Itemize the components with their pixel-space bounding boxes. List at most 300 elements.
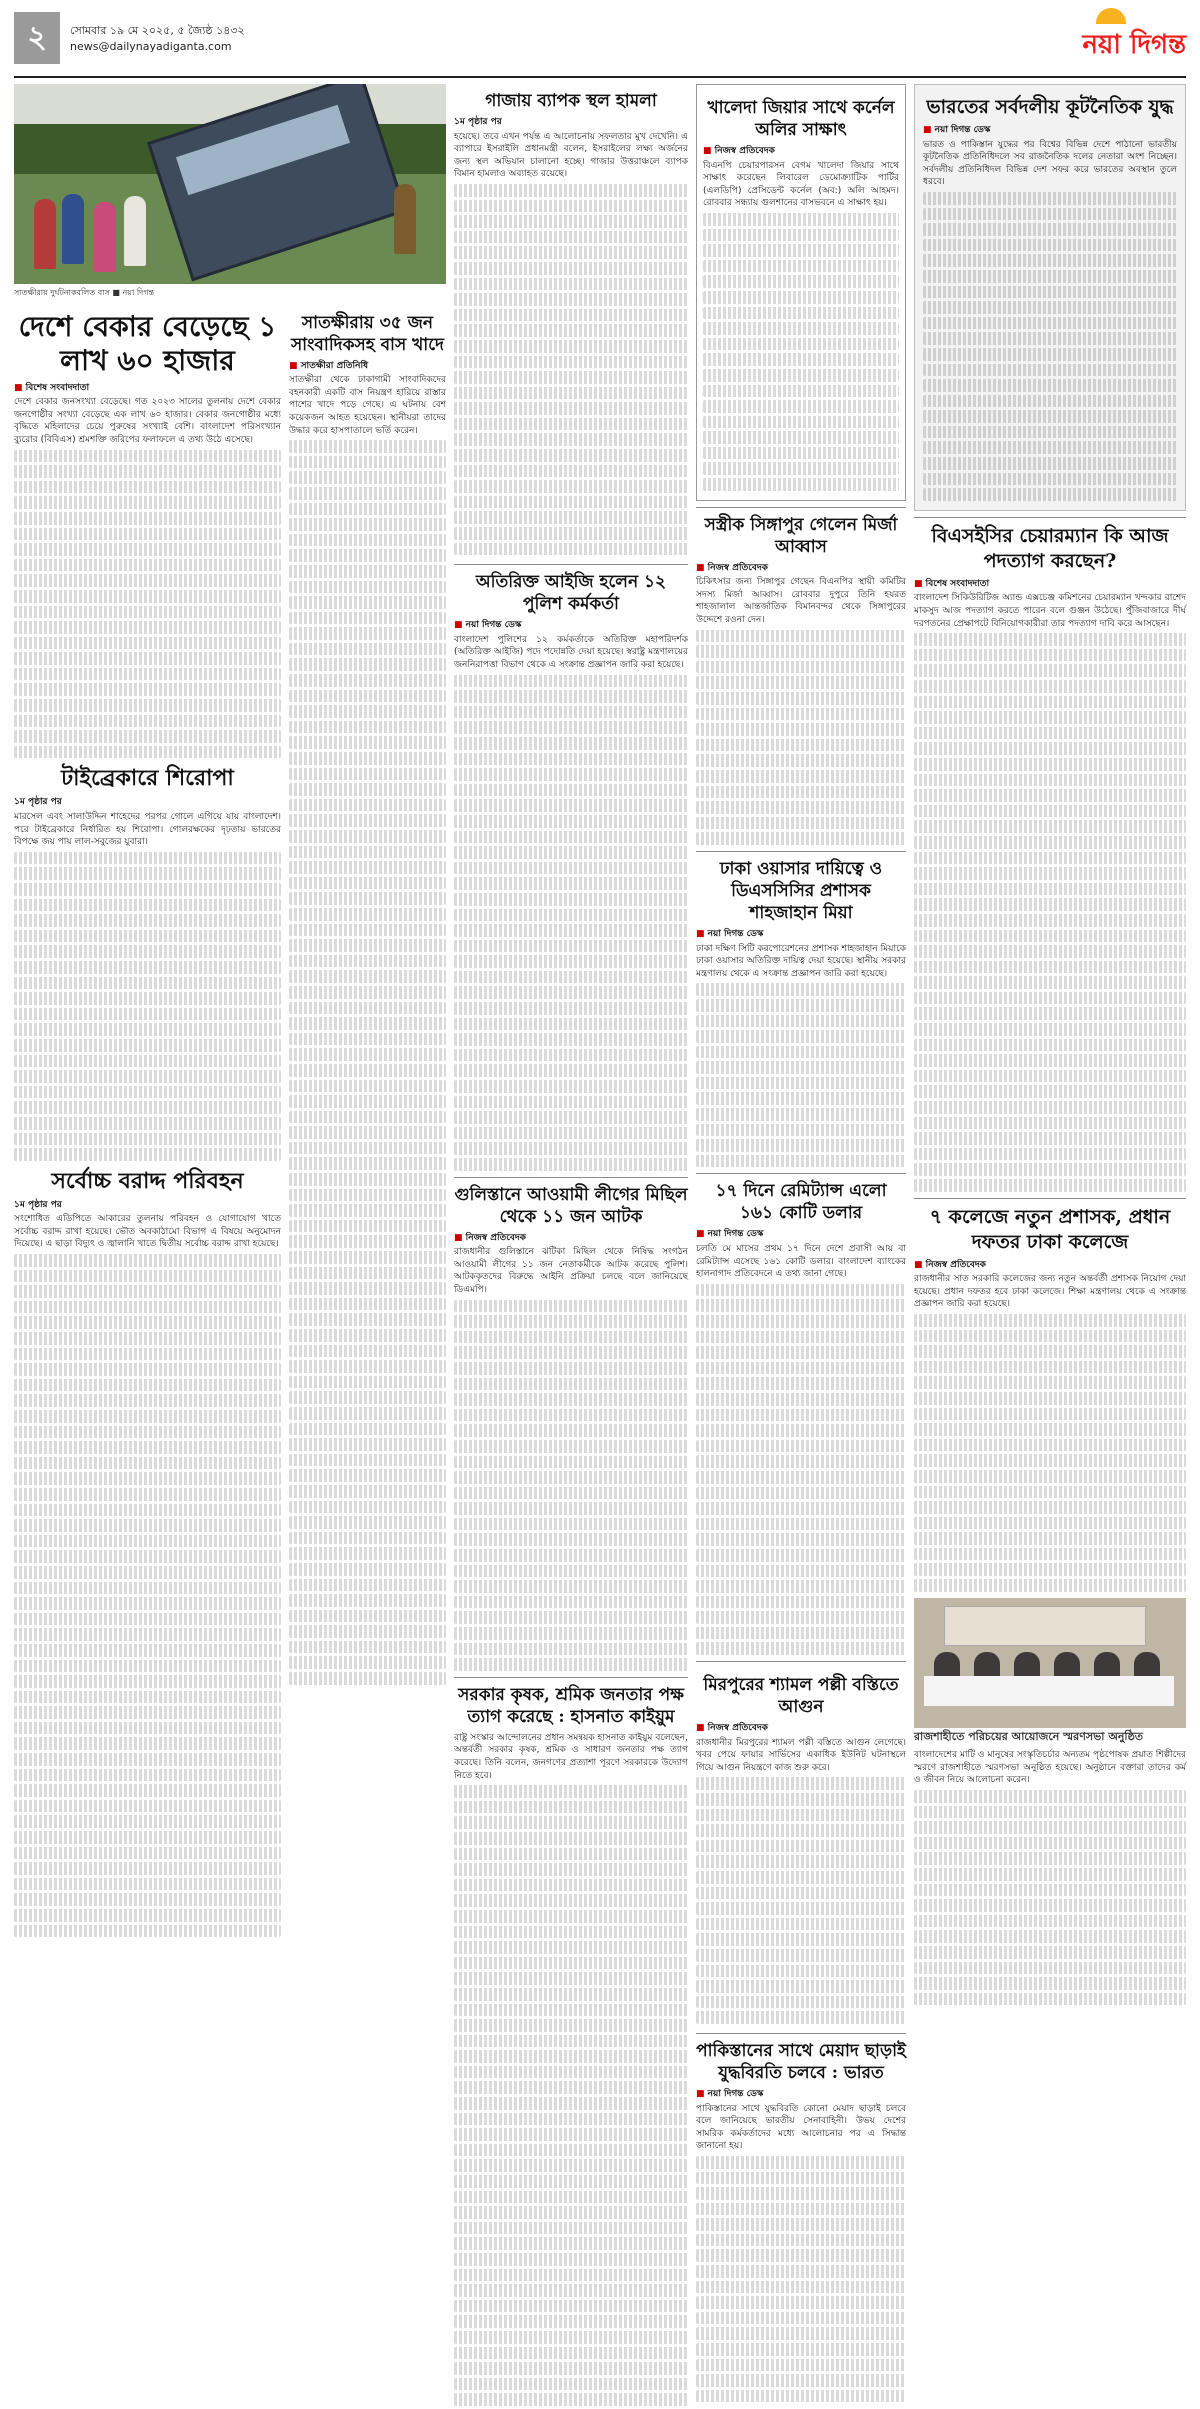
- text-line: [454, 1018, 688, 1031]
- page-date: সোমবার ১৯ মে ২০২৫, ৫ জ্যৈষ্ঠ ১৪৩২: [70, 24, 245, 37]
- text-line: [289, 456, 446, 469]
- text-line: [454, 1785, 688, 1798]
- text-line: [289, 1095, 446, 1108]
- rajshahi-event-photo: [914, 1598, 1186, 1728]
- text-line: [696, 1393, 906, 1406]
- text-line: [14, 1784, 281, 1797]
- text-line: [696, 1933, 906, 1946]
- text-line: [703, 275, 899, 288]
- text-line: [289, 690, 446, 703]
- text-line: [696, 1092, 906, 1105]
- text-line: [454, 184, 688, 197]
- text-line: [703, 447, 899, 460]
- text-line: [14, 1363, 281, 1376]
- text-line: [696, 1793, 906, 1806]
- text-line: [289, 1376, 446, 1389]
- text-line: [696, 1502, 906, 1515]
- text-line: [454, 1941, 688, 1954]
- text-line: [454, 1362, 688, 1375]
- govt-headline[interactable]: সরকার কৃষক, শ্রমিক জনতার পক্ষ ত্যাগ করেছে : হাসনাত কাইয়ুম: [458, 1684, 684, 1727]
- text-line: [289, 830, 446, 843]
- text-line: [454, 433, 688, 446]
- text-line: [14, 543, 281, 556]
- satkhira-byline: ■ সাতক্ষীরা প্রতিনিধি: [288, 360, 369, 371]
- text-line: [696, 1046, 906, 1059]
- text-line: [914, 836, 1186, 849]
- page-number: ২: [14, 12, 60, 64]
- text-line: [289, 518, 446, 531]
- text-line: [289, 1656, 446, 1669]
- text-line: [14, 1847, 281, 1860]
- text-line: [454, 1033, 688, 1046]
- text-line: [14, 450, 281, 463]
- text-line: [14, 1348, 281, 1361]
- gaza-byline: ১ম পৃষ্ঠার পর: [454, 117, 502, 127]
- rajshahi-body: বাংলাদেশের মাটি ও মানুষের সংস্কৃতিচর্চার অন্যতম পৃষ্ঠপোষক প্রয়াত শিল্পীদের স্মরণে রাজশাহীতে স্মরণসভা অনুষ্ঠিত হয়েছে। অনুষ্ঠানে বক্তারা তাদের কর্ম ও জীবন নিয়ে আলোচনা করেন।: [914, 1750, 1186, 1786]
- column-4: [914, 84, 1186, 2008]
- text-line: [289, 627, 446, 640]
- text-line: [289, 1298, 446, 1311]
- text-line: [914, 758, 1186, 771]
- text-line: [14, 652, 281, 665]
- text-line: [14, 1426, 281, 1439]
- section-divider: [696, 851, 906, 852]
- section-divider: [696, 507, 906, 508]
- text-line: [454, 1142, 688, 1155]
- text-line: [14, 1550, 281, 1563]
- section-divider: [696, 1173, 906, 1174]
- text-line: [914, 883, 1186, 896]
- text-line: [454, 1331, 688, 1344]
- text-line: [696, 1362, 906, 1375]
- text-line: [914, 742, 1186, 755]
- text-line: [14, 621, 281, 634]
- gaza-body: হয়েছে। তবে এখন পর্যন্ত এ আলোচনায় সফলতার মুখ দেখেনি। এ ব্যাপারে ইসরাইলি প্রধানমন্ত্রী বলেন, ইসরাইলের লক্ষ্য অর্জনের জন্য স্থল অভিযান চালানো হচ্ছে। গাজার উত্তরাঞ্চলে ব্যাপক বিমান হামলাও অব্যাহত রয়েছে।: [454, 131, 688, 180]
- pakistan-byline: ■ নয়া দিগন্ত ডেস্ক: [696, 2088, 764, 2099]
- text-line: [14, 590, 281, 603]
- text-line: [454, 2159, 688, 2172]
- text-line: [914, 1117, 1186, 1130]
- text-line: [696, 1980, 906, 1993]
- police-headline[interactable]: অতিরিক্ত আইজি হলেন ১২ পুলিশ কর্মকর্তা: [475, 572, 667, 615]
- text-line: [454, 1848, 688, 1861]
- text-line: [454, 2035, 688, 2048]
- text-line: [454, 1409, 688, 1422]
- khaleda-box: [696, 84, 906, 501]
- khaleda-headline[interactable]: খালেদা জিয়ার সাথে কর্নেল অলির সাক্ষাৎ: [707, 98, 895, 140]
- text-line: [14, 1660, 281, 1673]
- text-line: [454, 2081, 688, 2094]
- text-line: [696, 770, 906, 783]
- text-line: [696, 2374, 906, 2387]
- text-line: [289, 487, 446, 500]
- text-line: [454, 449, 688, 462]
- page-email[interactable]: news@dailynayadiganta.com: [70, 40, 232, 53]
- text-line: [923, 286, 1177, 299]
- tiebreaker-headline[interactable]: টাইব্রেকারে শিরোপা: [61, 765, 234, 792]
- text-line: [289, 674, 446, 687]
- section-divider: [454, 1677, 688, 1678]
- text-line: [289, 1189, 446, 1202]
- text-line: [289, 768, 446, 781]
- text-line: [289, 1204, 446, 1217]
- text-line: [696, 1596, 906, 1609]
- text-line: [454, 2004, 688, 2017]
- text-line: [454, 1580, 688, 1593]
- text-line: [914, 1163, 1186, 1176]
- text-line: [454, 2393, 688, 2406]
- text-line: [914, 1423, 1186, 1436]
- text-line: [923, 379, 1177, 392]
- text-line: [923, 239, 1177, 252]
- text-line: [923, 426, 1177, 439]
- text-line: [923, 332, 1177, 345]
- unemployment-body: দেশে বেকার জনসংখ্যা বেড়েছে। গত ২০২৩ সালের তুলনায় দেশে বেকার জনগোষ্ঠীর সংখ্যা বেড়েছে এক লাখ ৬০ হাজার। বেকার জনগোষ্ঠীর মধ্যে বৃদ্ধিতে মহিলাদের চেয়ে পুরুষের সংখ্যাই বেশি। বাংলাদেশ পরিসংখ্যান ব্যুরোর (বিবিএস) শ্রমশক্তি জরিপের ফলাফলে এ তথ্য উঠে এসেছে।: [14, 397, 281, 445]
- text-line: [914, 1977, 1186, 1990]
- wasa-headline[interactable]: ঢাকা ওয়াসার দায়িত্বে ও ডিএসসিসির প্রশাসক শাহজাহান মিয়া: [719, 858, 883, 923]
- text-line: [289, 1594, 446, 1607]
- text-line: [14, 1644, 281, 1657]
- bus-accident-photo: [14, 84, 446, 284]
- text-line: [914, 1946, 1186, 1959]
- gaza-headline[interactable]: গাজায় ব্যাপক স্থল হামলা: [485, 91, 657, 111]
- text-line: [454, 2128, 688, 2141]
- text-line: [923, 208, 1177, 221]
- text-line: [14, 1441, 281, 1454]
- text-line: [696, 630, 906, 643]
- text-line: [289, 1173, 446, 1186]
- text-line: [14, 883, 281, 896]
- newspaper-logo[interactable]: নয়া দিগন্ত: [1082, 30, 1186, 60]
- text-line: [923, 457, 1177, 470]
- text-line: [696, 1061, 906, 1074]
- text-line: [289, 799, 446, 812]
- khaleda-body: বিএনপি চেয়ারপারসন বেগম খালেদা জিয়ার সাথে সাক্ষাৎ করেছেন লিবারেল ডেমোক্র্যাটিক পার্টির (এলডিপি) প্রেসিডেন্ট কর্নেল (অব:) অলি আহমদ। রোববার সন্ধ্যায় গুলশানের বাসভবনে এ সাক্ষাৎ হয়।: [703, 160, 899, 209]
- text-line: [696, 2343, 906, 2356]
- text-line: [454, 2237, 688, 2250]
- text-line: [14, 1737, 281, 1750]
- text-line: [914, 1962, 1186, 1975]
- text-line: [914, 945, 1186, 958]
- text-line: [703, 229, 899, 242]
- text-line: [454, 356, 688, 369]
- text-line: [914, 1179, 1186, 1192]
- text-line: [914, 774, 1186, 787]
- text-line: [914, 1085, 1186, 1098]
- text-line: [914, 1517, 1186, 1530]
- text-line: [914, 1148, 1186, 1161]
- text-line: [454, 1440, 688, 1453]
- text-line: [14, 899, 281, 912]
- abbas-headline[interactable]: সস্ত্রীক সিঙ্গাপুর গেলেন মির্জা আব্বাস: [704, 514, 898, 557]
- text-line: [696, 645, 906, 658]
- text-line: [14, 715, 281, 728]
- text-line: [289, 1625, 446, 1638]
- column-1: [14, 84, 446, 1940]
- text-line: [914, 976, 1186, 989]
- text-line: [454, 215, 688, 228]
- page-header: [0, 0, 1200, 72]
- text-line: [289, 1672, 446, 1685]
- text-line: [923, 223, 1177, 236]
- text-line: [696, 832, 906, 845]
- budget-body: সংশোধিত এডিপিতে আকারের তুলনায় পরিবহন ও যোগাযোগ খাতে সর্বোচ্চ বরাদ্দ রাখা হয়েছে। ভৌত অবকাঠামো বিভাগ এ বিষয়ে অনুমোদন দিয়েছে। এ ছাড়া বিদ্যুৎ ও জ্বালানি খাতে দ্বিতীয় সর্বোচ্চ বরাদ্দ রাখা হয়েছে।: [14, 1214, 281, 1250]
- text-line: [14, 1815, 281, 1828]
- text-line: [14, 930, 281, 943]
- text-line: [454, 496, 688, 509]
- text-line: [696, 999, 906, 1012]
- text-line: [289, 908, 446, 921]
- text-line: [289, 1469, 446, 1482]
- text-line: [696, 817, 906, 830]
- text-line: [454, 1801, 688, 1814]
- text-line: [289, 549, 446, 562]
- text-line: [914, 1915, 1186, 1928]
- text-line: [454, 2253, 688, 2266]
- text-line: [454, 1300, 688, 1313]
- text-line: [454, 2315, 688, 2328]
- text-line: [14, 512, 281, 525]
- india-headline[interactable]: ভারতের সর্বদলীয় কূটনৈতিক যুদ্ধ: [926, 96, 1174, 118]
- text-line: [454, 262, 688, 275]
- text-line: [289, 1157, 446, 1170]
- text-line: [289, 565, 446, 578]
- unemployment-byline: ■ বিশেষ সংবাদদাতা: [14, 382, 90, 393]
- text-line: [14, 746, 281, 759]
- text-line: [454, 799, 688, 812]
- text-line: [914, 649, 1186, 662]
- text-line: [696, 1284, 906, 1297]
- text-line: [696, 676, 906, 689]
- text-line: [923, 270, 1177, 283]
- text-line: [289, 1220, 446, 1233]
- text-line: [923, 364, 1177, 377]
- mirpur-headline[interactable]: মিরপুরের শ্যামল পল্লী বস্তিতে আগুন: [703, 1675, 899, 1718]
- text-line: [696, 1580, 906, 1593]
- text-line: [454, 2362, 688, 2375]
- text-line: [914, 914, 1186, 927]
- remittance-body: চলতি মে মাসের প্রথম ১৭ দিনে দেশে প্রবাসী আয় বা রেমিট্যান্স এসেছে ১৬১ কোটি ডলার। বাংলাদেশ ব্যাংকের হালনাগাদ প্রতিবেদনে এ তথ্য জানা গেছে।: [696, 1244, 906, 1280]
- text-line: [696, 2312, 906, 2325]
- text-line: [14, 528, 281, 541]
- text-line: [696, 1918, 906, 1931]
- text-line: [454, 1910, 688, 1923]
- text-line: [914, 1039, 1186, 1052]
- photo-caption: সাতক্ষীরায় দুর্ঘটনাকবলিত বাস ■ নয়া দিগন্ত: [14, 288, 155, 297]
- text-line: [696, 1518, 906, 1531]
- text-line: [454, 2206, 688, 2219]
- text-line: [14, 1706, 281, 1719]
- gulistan-headline[interactable]: গুলিস্তানে আওয়ামী লীগের মিছিল থেকে ১১ জন আটক: [454, 1184, 688, 1227]
- text-line: [454, 2269, 688, 2282]
- text-line: [914, 1579, 1186, 1592]
- text-line: [14, 465, 281, 478]
- text-line: [289, 752, 446, 765]
- text-line: [914, 789, 1186, 802]
- text-line: [696, 739, 906, 752]
- satkhira-headline[interactable]: সাতক্ষীরায় ৩৫ জন সাংবাদিকসহ বাস খাদে: [290, 312, 444, 355]
- text-line: [914, 1376, 1186, 1389]
- text-line: [914, 992, 1186, 1005]
- text-line: [454, 2175, 688, 2188]
- text-line: [289, 1048, 446, 1061]
- text-line: [696, 1949, 906, 1962]
- text-line: [14, 1070, 281, 1083]
- section-divider: [696, 1661, 906, 1662]
- text-line: [454, 246, 688, 259]
- text-line: [914, 1486, 1186, 1499]
- text-line: [696, 786, 906, 799]
- text-line: [696, 1139, 906, 1152]
- wasa-byline: ■ নয়া দিগন্ত ডেস্ক: [696, 928, 764, 939]
- text-line: [914, 1007, 1186, 1020]
- text-line: [289, 1267, 446, 1280]
- text-line: [454, 1565, 688, 1578]
- text-line: [289, 658, 446, 671]
- text-line: [703, 338, 899, 351]
- text-line: [14, 1582, 281, 1595]
- text-line: [454, 1096, 688, 1109]
- text-line: [696, 1315, 906, 1328]
- text-line: [14, 1379, 281, 1392]
- text-line: [703, 369, 899, 382]
- text-line: [289, 1251, 446, 1264]
- text-line: [14, 1301, 281, 1314]
- gulistan-body: রাজধানীর গুলিস্তানে ঝটিকা মিছিল থেকে নিষিদ্ধ সংগঠন আওয়ামী লীগের ১১ জন নেতাকর্মীকে আটক করেছে পুলিশ। আটককৃতদের বিরুদ্ধে আইনি প্রক্রিয়া চলছে বলে জানিয়েছে ডিএমপি।: [454, 1247, 688, 1295]
- text-line: [696, 1565, 906, 1578]
- event-banner: [944, 1606, 1146, 1646]
- india-byline: ■ নয়া দিগন্ত ডেস্ক: [923, 125, 991, 135]
- text-line: [454, 387, 688, 400]
- text-line: [454, 278, 688, 291]
- text-line: [14, 496, 281, 509]
- text-line: [289, 534, 446, 547]
- text-line: [914, 1790, 1186, 1803]
- text-line: [289, 1329, 446, 1342]
- text-line: [696, 1377, 906, 1390]
- text-line: [289, 1142, 446, 1155]
- text-line: [914, 1023, 1186, 1036]
- text-line: [454, 1658, 688, 1671]
- column-3: [696, 84, 906, 2405]
- text-line: [696, 1331, 906, 1344]
- text-line: [696, 1299, 906, 1312]
- bsec-headline[interactable]: বিএসইসির চেয়ারম্যান কি আজ পদত্যাগ করছেন?: [931, 524, 1169, 572]
- text-line: [696, 692, 906, 705]
- person-figure: [62, 194, 84, 264]
- text-line: [14, 1008, 281, 1021]
- text-line: [454, 418, 688, 431]
- colleges-headline[interactable]: ৭ কলেজে নতুন প্রশাসক, প্রধান দফতর ঢাকা কলেজে: [929, 1205, 1171, 1253]
- text-line: [914, 961, 1186, 974]
- text-line: [14, 1862, 281, 1875]
- text-line: [14, 977, 281, 990]
- text-line: [696, 2249, 906, 2262]
- text-line: [454, 2284, 688, 2297]
- text-line: [454, 1643, 688, 1656]
- unemployment-headline[interactable]: দেশে বেকার বেড়েছে ১ লাখ ৬০ হাজার: [18, 309, 277, 377]
- text-line: [696, 2390, 906, 2403]
- text-line: [696, 2011, 906, 2024]
- text-line: [14, 1055, 281, 1068]
- section-divider: [454, 1177, 688, 1178]
- remittance-headline[interactable]: ১৭ দিনে রেমিট্যান্স এলো ১৬১ কোটি ডলার: [715, 1181, 887, 1224]
- rajshahi-caption[interactable]: রাজশাহীতে পরিচয়ের আয়োজনে স্মরণসভা অনুষ্ঠিত: [914, 1729, 1143, 1743]
- text-line: [14, 1133, 281, 1146]
- text-line: [703, 462, 899, 475]
- text-line: [914, 1408, 1186, 1421]
- text-line: [289, 721, 446, 734]
- text-line: [289, 1516, 446, 1529]
- text-line: [454, 1926, 688, 1939]
- text-line: [454, 1533, 688, 1546]
- text-line: [914, 1563, 1186, 1576]
- text-line: [289, 877, 446, 890]
- budget-headline[interactable]: সর্বোচ্চ বরাদ্দ পরিবহন: [51, 1167, 244, 1194]
- text-line: [289, 440, 446, 453]
- text-line: [914, 1837, 1186, 1850]
- text-line: [14, 1535, 281, 1548]
- text-line: [289, 970, 446, 983]
- text-line: [454, 940, 688, 953]
- text-line: [696, 723, 906, 736]
- text-line: [14, 1691, 281, 1704]
- text-line: [454, 2222, 688, 2235]
- text-line: [914, 1852, 1186, 1865]
- pakistan-headline[interactable]: পাকিস্তানের সাথে মেয়াদ ছাড়াই যুদ্ধবিরতি চলবে : ভারত: [696, 2040, 906, 2083]
- text-line: [14, 1800, 281, 1813]
- text-line: [703, 431, 899, 444]
- column-2: [454, 84, 688, 2409]
- text-line: [914, 1501, 1186, 1514]
- text-line: [14, 1504, 281, 1517]
- text-line: [289, 1235, 446, 1248]
- text-line: [289, 1579, 446, 1592]
- text-line: [14, 1925, 281, 1938]
- text-line: [14, 1023, 281, 1036]
- text-line: [289, 581, 446, 594]
- text-line: [14, 481, 281, 494]
- text-line: [703, 244, 899, 257]
- text-line: [914, 1392, 1186, 1405]
- text-line: [454, 480, 688, 493]
- text-line: [923, 410, 1177, 423]
- text-line: [289, 1017, 446, 1030]
- text-line: [454, 1832, 688, 1845]
- text-line: [289, 1111, 446, 1124]
- text-line: [454, 846, 688, 859]
- text-line: [289, 814, 446, 827]
- text-line: [289, 736, 446, 749]
- colleges-byline: ■ নিজস্ব প্রতিবেদক: [914, 1259, 986, 1270]
- text-line: [454, 1957, 688, 1970]
- text-line: [703, 385, 899, 398]
- text-line: [696, 983, 906, 996]
- text-line: [914, 1930, 1186, 1943]
- text-line: [454, 1111, 688, 1124]
- text-line: [289, 1033, 446, 1046]
- text-line: [14, 1893, 281, 1906]
- abbas-byline: ■ নিজস্ব প্রতিবেদক: [696, 562, 768, 573]
- text-line: [14, 730, 281, 743]
- text-line: [454, 293, 688, 306]
- text-line: [454, 2191, 688, 2204]
- text-line: [696, 1409, 906, 1422]
- text-line: [14, 1675, 281, 1688]
- satkhira-body: সাতক্ষীরা থেকে ঢাকাগামী সাংবাদিকদের বহনকারী একটি বাস নিয়ন্ত্রণ হারিয়ে রাস্তার পাশের খাদে পড়ে গেছে। এ ঘটনায় বেশ কয়েকজন আহত হয়েছেন। স্থানীয়রা তাদের উদ্ধার করে হাসপাতালে ভর্তি করেন।: [288, 375, 446, 436]
- text-line: [14, 1472, 281, 1485]
- text-line: [289, 1080, 446, 1093]
